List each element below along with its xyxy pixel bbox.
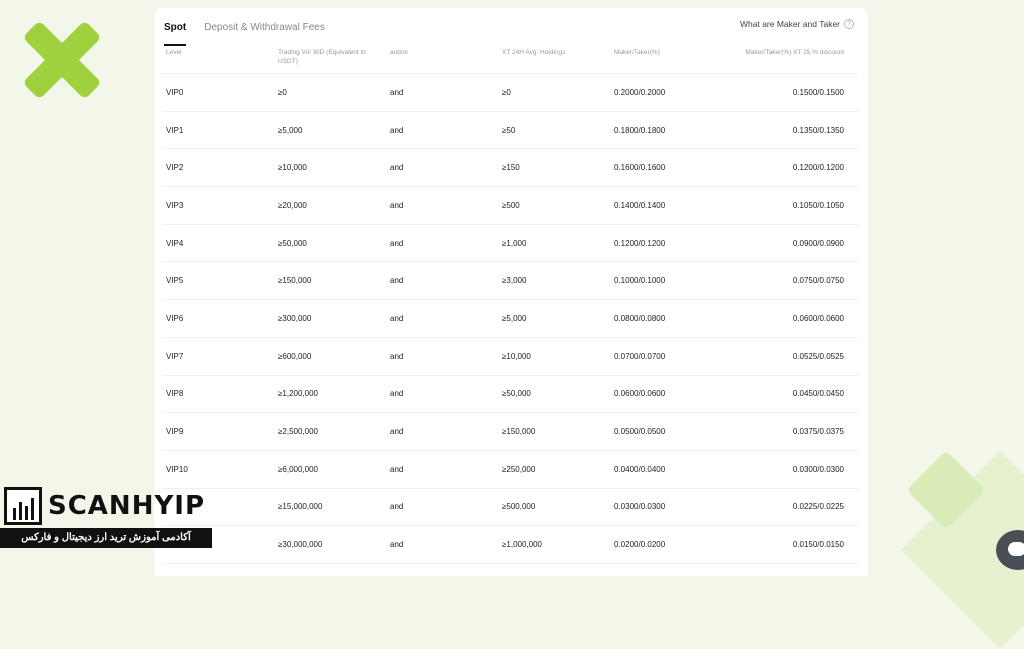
column-header-and-or: and/or (390, 49, 409, 56)
cell-level: VIP9 (166, 427, 184, 437)
cell-discount: 0.0225/0.0225 (792, 502, 844, 512)
cell-and-or: and (390, 87, 404, 97)
cell-discount: 0.0900/0.0900 (792, 238, 844, 248)
cell-and-or: and (390, 276, 404, 286)
cell-and-or: and (390, 163, 404, 173)
cell-level: VIP10 (166, 464, 188, 474)
cell-level: VIP4 (166, 238, 184, 248)
cell-trading-volume: ≥5,000 (278, 125, 303, 135)
column-header-discount: Maker/Taker(%) XT 25 % discount (745, 49, 844, 56)
cell-maker-taker: 0.0400/0.0400 (614, 464, 666, 474)
table-row (162, 300, 858, 338)
cell-discount: 0.1050/0.1050 (792, 200, 844, 210)
cell-level: VIP8 (166, 389, 184, 399)
cell-trading-volume: ≥15,000,000 (278, 502, 323, 512)
cell-maker-taker: 0.1800/0.1800 (614, 125, 666, 135)
cell-discount: 0.1350/0.1350 (792, 125, 844, 135)
column-header-maker-taker: Maker/Taker(%) (614, 49, 660, 56)
cell-maker-taker: 0.1600/0.1600 (614, 163, 666, 173)
table-row (162, 262, 858, 300)
cell-holdings: ≥50 (502, 125, 516, 135)
cell-and-or: and (390, 540, 404, 550)
cell-trading-volume: ≥0 (278, 87, 287, 97)
cell-trading-volume: ≥6,000,000 (278, 464, 318, 474)
cell-discount: 0.1200/0.1200 (792, 163, 844, 173)
cell-and-or: and (390, 427, 404, 437)
tab-deposit-withdrawal-fees[interactable]: Deposit & Withdrawal Fees (204, 22, 325, 33)
tab-bar (164, 22, 325, 46)
table-row (162, 376, 858, 414)
table-row (162, 187, 858, 225)
cell-and-or: and (390, 200, 404, 210)
cell-level: VIP0 (166, 87, 184, 97)
table-row (162, 489, 858, 527)
column-header-holdings: XT 24H Avg. Holdings (502, 49, 566, 56)
cell-level: VIP6 (166, 313, 184, 323)
fee-table (162, 44, 858, 564)
table-body (162, 74, 858, 564)
table-header (162, 44, 858, 74)
watermark-brand: SCANHYIP (48, 491, 206, 521)
cell-maker-taker: 0.1200/0.1200 (614, 238, 666, 248)
cell-trading-volume: ≥20,000 (278, 200, 307, 210)
cell-holdings: ≥3,000 (502, 276, 527, 286)
table-row (162, 149, 858, 187)
cell-and-or: and (390, 389, 404, 399)
cell-trading-volume: ≥50,000 (278, 238, 307, 248)
watermark-subtitle: آکادمی آموزش ترید ارز دیجیتال و فارکس (0, 528, 212, 548)
cell-maker-taker: 0.0600/0.0600 (614, 389, 666, 399)
column-header-trading-volume: Trading Vol 30D (Equivalent to USDT) (278, 49, 366, 65)
cell-holdings: ≥5,000 (502, 313, 527, 323)
table-row (162, 112, 858, 150)
cell-discount: 0.1500/0.1500 (792, 87, 844, 97)
cell-level: VIP5 (166, 276, 184, 286)
cell-trading-volume: ≥150,000 (278, 276, 312, 286)
cell-and-or: and (390, 351, 404, 361)
table-row (162, 225, 858, 263)
table-row (162, 526, 858, 564)
question-circle-icon: ? (844, 19, 854, 29)
cell-holdings: ≥250,000 (502, 464, 536, 474)
cell-maker-taker: 0.1400/0.1400 (614, 200, 666, 210)
cell-and-or: and (390, 313, 404, 323)
cell-holdings: ≥1,000,000 (502, 540, 542, 550)
cell-and-or: and (390, 502, 404, 512)
maker-taker-help-link[interactable] (740, 19, 854, 29)
cell-holdings: ≥150 (502, 163, 520, 173)
table-row (162, 338, 858, 376)
cell-holdings: ≥1,000 (502, 238, 527, 248)
qr-scan-icon (4, 487, 42, 525)
cell-and-or: and (390, 464, 404, 474)
fee-panel (154, 8, 868, 576)
cell-maker-taker: 0.2000/0.2000 (614, 87, 666, 97)
cell-trading-volume: ≥300,000 (278, 313, 312, 323)
cell-discount: 0.0300/0.0300 (792, 464, 844, 474)
cell-trading-volume: ≥2,500,000 (278, 427, 318, 437)
tab-spot[interactable]: Spot (164, 22, 186, 46)
cell-holdings: ≥150,000 (502, 427, 536, 437)
cell-holdings: ≥500,000 (502, 502, 536, 512)
cell-discount: 0.0525/0.0525 (792, 351, 844, 361)
cell-trading-volume: ≥10,000 (278, 163, 307, 173)
x-logo-icon (22, 20, 102, 100)
cell-holdings: ≥10,000 (502, 351, 531, 361)
table-row (162, 413, 858, 451)
cell-holdings: ≥50,000 (502, 389, 531, 399)
cell-trading-volume: ≥1,200,000 (278, 389, 318, 399)
cell-maker-taker: 0.0700/0.0700 (614, 351, 666, 361)
cell-and-or: and (390, 238, 404, 248)
table-row (162, 451, 858, 489)
cell-trading-volume: ≥30,000,000 (278, 540, 323, 550)
cell-discount: 0.0750/0.0750 (792, 276, 844, 286)
cell-discount: 0.0375/0.0375 (792, 427, 844, 437)
cell-holdings: ≥0 (502, 87, 511, 97)
chat-bubble-icon (1008, 542, 1024, 556)
cell-and-or: and (390, 125, 404, 135)
table-row (162, 74, 858, 112)
cell-level: VIP2 (166, 163, 184, 173)
watermark-logo (4, 486, 205, 526)
cell-holdings: ≥500 (502, 200, 520, 210)
cell-maker-taker: 0.0800/0.0800 (614, 313, 666, 323)
help-link-label: What are Maker and Taker (740, 19, 840, 29)
cell-discount: 0.0150/0.0150 (792, 540, 844, 550)
cell-level: VIP1 (166, 125, 184, 135)
cell-discount: 0.0600/0.0600 (792, 313, 844, 323)
cell-maker-taker: 0.0500/0.0500 (614, 427, 666, 437)
cell-maker-taker: 0.0200/0.0200 (614, 540, 666, 550)
cell-level: VIP7 (166, 351, 184, 361)
cell-maker-taker: 0.1000/0.1000 (614, 276, 666, 286)
cell-trading-volume: ≥600,000 (278, 351, 312, 361)
column-header-level: Level (166, 49, 182, 56)
cell-level: VIP3 (166, 200, 184, 210)
cell-discount: 0.0450/0.0450 (792, 389, 844, 399)
cell-maker-taker: 0.0300/0.0300 (614, 502, 666, 512)
watermark (0, 486, 212, 550)
